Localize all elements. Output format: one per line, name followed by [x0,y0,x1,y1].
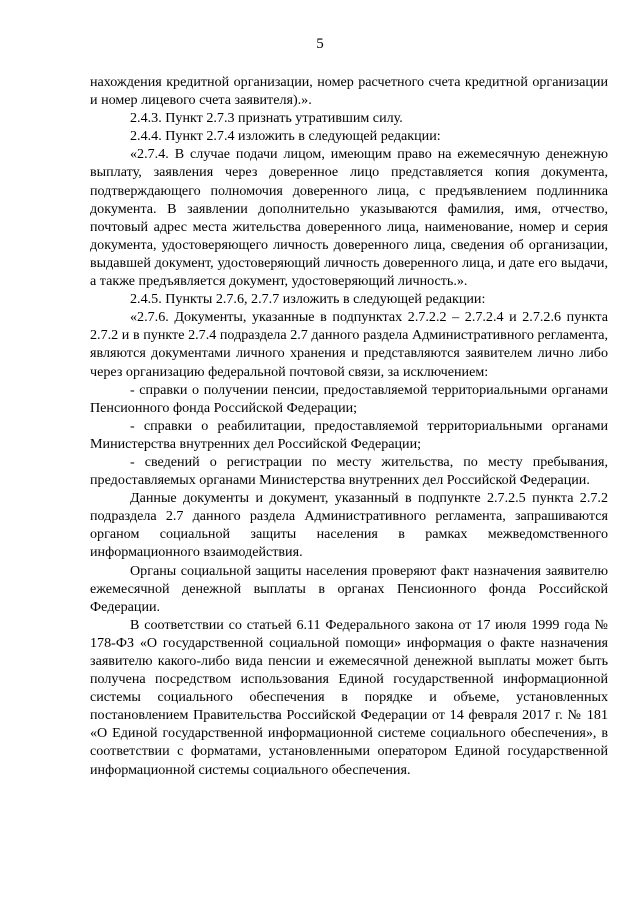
paragraph-2-4-5: 2.4.5. Пункты 2.7.6, 2.7.7 изложить в следующей редакции: [130,291,486,308]
paragraph-2-4-3: 2.4.3. Пункт 2.7.3 признать утратившим силу. [130,110,403,127]
paragraph-federal-law: В соответствии со статьей 6.11 Федерального закона от 17 июля 1999 года № 178-ФЗ «О государственной социальной помощи» информация о факте назначения заявителю какого-либо вида пенсии и ежемесячной денежной выплаты может быть получена посредством использования Единой государственной информационной системы социального обеспечения в порядке и объеме, установленных постановлением Правительства Российской Федерации от 14 февраля 2017 г. № 181 «О Единой государственной информационной системе социального обеспечения», в соответствии с форматами, установленными оператором Единой государственной информационной системы социального обеспечения. [90,616,608,778]
document-body [90,73,608,779]
list-item-rehabilitation-certificate: - справки о реабилитации, предоставляемой территориальными органами Министерства внутренних дел Российской Федерации; [90,417,608,452]
paragraph-2-7-6: «2.7.6. Документы, указанные в подпунктах 2.7.2.2 – 2.7.2.4 и 2.7.2.6 пункта 2.7.2 и в пункте 2.7.4 подраздела 2.7 данного раздела Административного регламента, являются документами личного хранения и представляются заявителем лично либо через организацию федеральной почтовой связи, за исключением: [90,309,608,380]
page-number: 5 [316,36,324,52]
list-item-registration-info: - сведений о регистрации по месту жительства, по месту пребывания, предоставляемых органами Министерства внутренних дел Российской Федерации. [90,453,608,489]
paragraph-2-7-4: «2.7.4. В случае подачи лицом, имеющим право на ежемесячную денежную выплату, заявления через доверенное лицо представляется копия документа, подтверждающего полномочия доверенного лица, с предъявлением подлинника документа. В заявлении дополнительно указываются фамилия, имя, отчество, почтовый адрес места жительства доверенного лица, наименование, номер и серия документа, удостоверяющего личность доверенного лица, сведения об организации, выдавшей документ, удостоверяющий личность доверенного лица, и дате его выдачи, а также предъявляется документ, удостоверяющий личность.». [90,146,608,290]
paragraph-verification: Органы социальной защиты населения проверяют факт назначения заявителю ежемесячной денежной выплаты в органах Пенсионного фонда Российской Федерации. [90,562,608,615]
list-item-pension-certificate: - справки о получении пенсии, предоставляемой территориальными органами Пенсионного фонда Российской Федерации; [90,381,608,416]
paragraph-2-4-4: 2.4.4. Пункт 2.7.4 изложить в следующей редакции: [130,128,441,145]
paragraph-continuation: нахождения кредитной организации, номер расчетного счета кредитной организации и номер лицевого счета заявителя).». [90,74,608,109]
paragraph-interagency-request: Данные документы и документ, указанный в подпункте 2.7.2.5 пункта 2.7.2 подраздела 2.7 данного раздела Административного регламента, запрашиваются органом социальной защиты населения в рамках межведомственного информационного взаимодействия. [90,490,608,561]
